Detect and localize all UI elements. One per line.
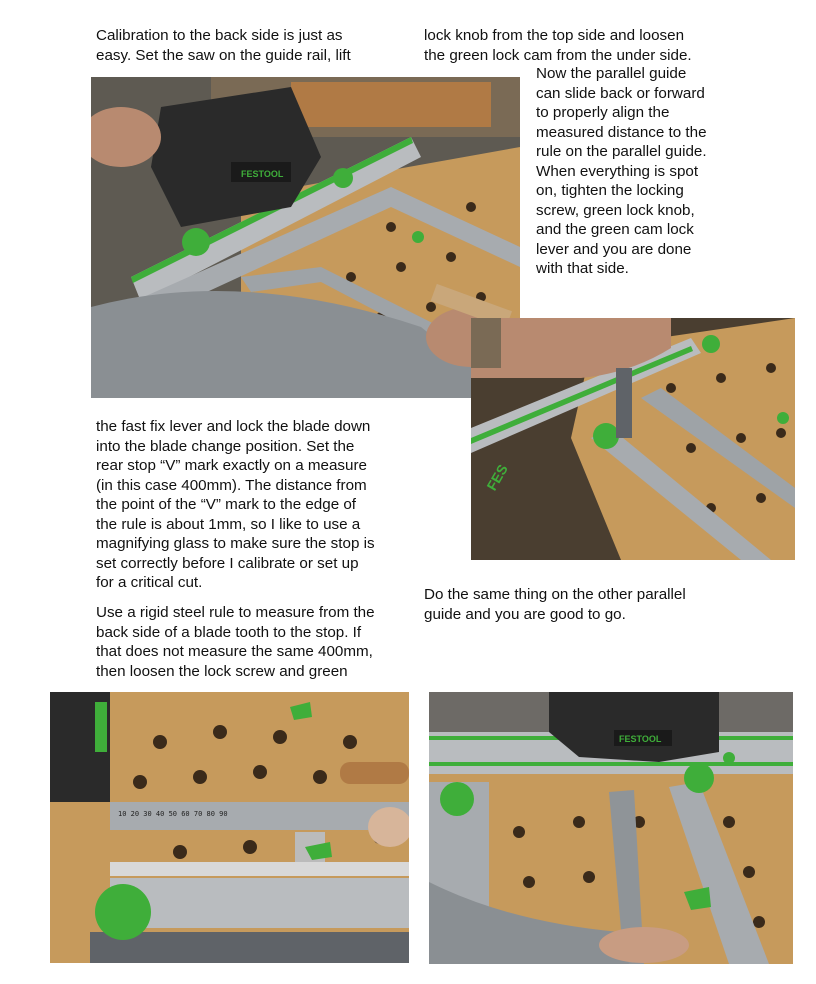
paragraph-steel-rule: Use a rigid steel rule to measure from the back side of a blade tooth to the stop. If that does not measure the same 400mm, then loosen the lock screw and green — [96, 604, 375, 680]
photo-saw-on-guide-rail — [91, 77, 520, 398]
paragraph-other-guide: Do the same thing on the other parallel guide and you are good to go. — [424, 586, 686, 623]
rail-brand-label: FES — [483, 461, 511, 494]
photo-parallel-guides — [429, 692, 793, 964]
photo-lock-knob-closeup — [471, 318, 795, 560]
ruler-scale-label: 10 20 30 40 50 60 70 80 90 — [118, 810, 228, 818]
paragraph-lock-knob: lock knob from the top side and loosen the green lock cam from the under side. — [424, 27, 692, 64]
paragraph-calibration-intro: Calibration to the back side is just as easy. Set the saw on the guide rail, lift — [96, 27, 351, 64]
saw-brand-label: FESTOOL — [241, 169, 284, 179]
photo-steel-rule-measure — [50, 692, 409, 963]
saw-brand-label-2: FESTOOL — [619, 734, 662, 744]
paragraph-fast-fix-lever: the fast fix lever and lock the blade down into the blade change position. Set the rear stop “V” mark exactly on a measure (in this case 400mm). The distance from the point of the “V” mark to the edge of the rule is about 1mm, so I like to use a magnifying glass to make sure the stop is set correctly before I calibrate or set up for a critical cut. — [96, 418, 375, 591]
paragraph-parallel-guide: Now the parallel guide can slide back or forward to properly align the measured distance to the rule on the parallel guide. When everything is spot on, tighten the locking screw, green lock knob, and the green cam lock lever and you are done with that side. — [536, 65, 707, 277]
